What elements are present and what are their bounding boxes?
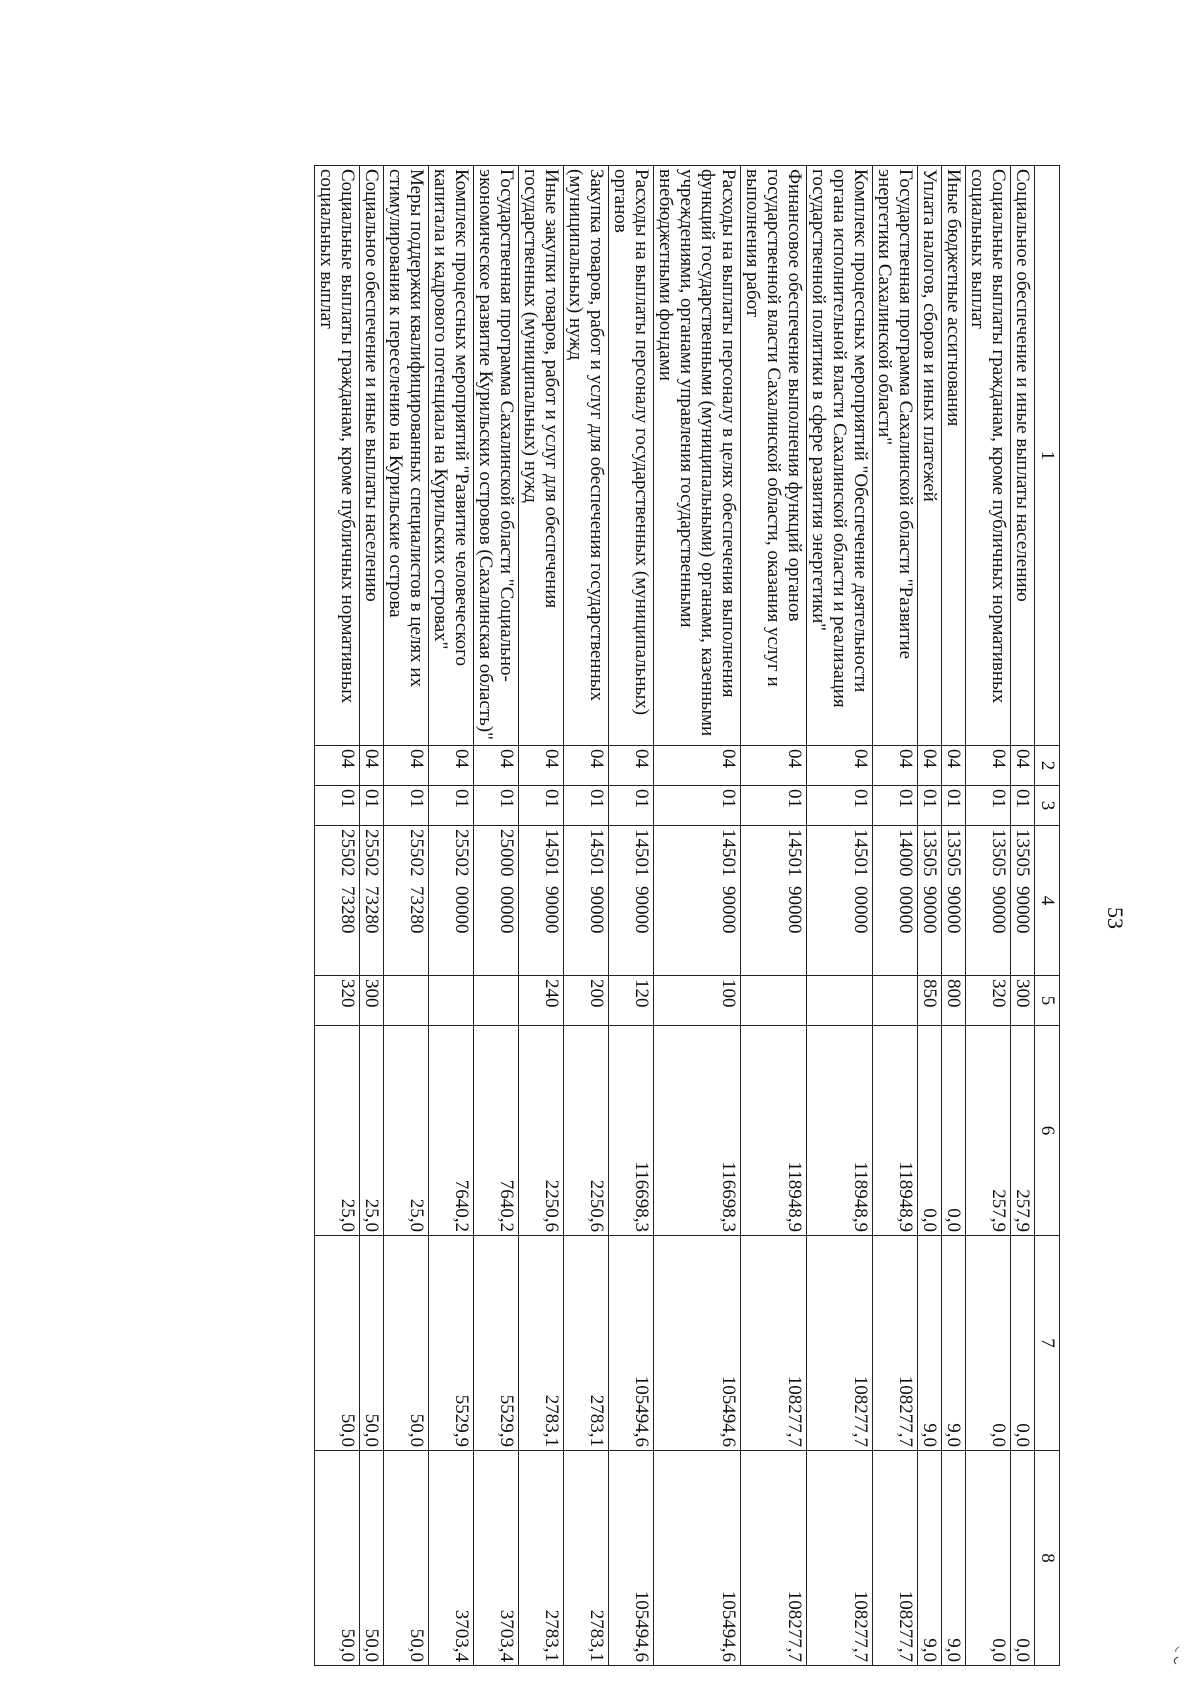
expense-type-cell: 850 — [918, 976, 942, 1026]
section-code-cell: 04 — [942, 746, 966, 786]
amount-col8-cell: 108277,7 — [741, 1451, 807, 1666]
subsection-code-cell: 01 — [384, 786, 429, 826]
amount-col8-cell: 9,0 — [918, 1451, 942, 1666]
target-article-cell: 25502 73280 — [315, 826, 360, 976]
section-code-cell: 04 — [741, 746, 807, 786]
target-article-cell: 14501 00000 — [807, 826, 873, 976]
amount-col6-cell: 118948,9 — [873, 1026, 918, 1236]
subsection-code-cell: 01 — [315, 786, 360, 826]
amount-col7-cell: 5529,9 — [429, 1236, 474, 1451]
target-article-cell: 25502 00000 — [429, 826, 474, 976]
target-article-cell: 14501 90000 — [564, 826, 609, 976]
amount-col8-cell: 3703,4 — [474, 1451, 519, 1666]
row-name-cell: Социальные выплаты гражданам, кроме публичных нормативных социальных выплат — [315, 166, 360, 746]
subsection-code-cell: 01 — [807, 786, 873, 826]
expense-type-cell — [873, 976, 918, 1026]
amount-col6-cell: 118948,9 — [807, 1026, 873, 1236]
row-name-cell: Иные закупки товаров, работ и услуг для обеспечения государственных (муниципальных) нужд — [519, 166, 564, 746]
amount-col7-cell: 0,0 — [1011, 1236, 1035, 1451]
table-row — [942, 166, 966, 1666]
row-name-cell: Расходы на выплаты персоналу государственных (муниципальных) органов — [609, 166, 654, 746]
subsection-code-cell: 01 — [873, 786, 918, 826]
amount-col6-cell: 2250,6 — [519, 1026, 564, 1236]
header-cell: 1 — [1035, 166, 1060, 746]
expense-type-cell: 120 — [609, 976, 654, 1026]
amount-col7-cell: 50,0 — [384, 1236, 429, 1451]
expense-type-cell — [741, 976, 807, 1026]
row-name-cell: Иные бюджетные ассигнования — [942, 166, 966, 746]
amount-col6-cell: 25,0 — [384, 1026, 429, 1236]
amount-col6-cell: 2250,6 — [564, 1026, 609, 1236]
expense-type-cell: 100 — [654, 976, 741, 1026]
row-name-cell: Финансовое обеспечение выполнения функций органов государственной власти Сахалинской области, оказания услуг и выполнения работ — [741, 166, 807, 746]
subsection-code-cell: 01 — [564, 786, 609, 826]
expense-type-cell: 300 — [360, 976, 384, 1026]
row-name-cell: Государственная программа Сахалинской области "Развитие энергетики Сахалинской области" — [873, 166, 918, 746]
table-row — [609, 166, 654, 1666]
header-cell: 4 — [1035, 826, 1060, 976]
section-code-cell: 04 — [873, 746, 918, 786]
amount-col7-cell: 105494,6 — [609, 1236, 654, 1451]
subsection-code-cell: 01 — [474, 786, 519, 826]
target-article-cell: 13505 90000 — [942, 826, 966, 976]
rotated-table-container — [60, 165, 1060, 1665]
amount-col7-cell: 108277,7 — [741, 1236, 807, 1451]
table-row — [564, 166, 609, 1666]
expense-type-cell — [807, 976, 873, 1026]
section-code-cell: 04 — [360, 746, 384, 786]
expense-type-cell — [429, 976, 474, 1026]
section-code-cell: 04 — [807, 746, 873, 786]
subsection-code-cell: 01 — [360, 786, 384, 826]
table-row — [360, 166, 384, 1666]
amount-col6-cell: 7640,2 — [474, 1026, 519, 1236]
amount-col8-cell: 0,0 — [1011, 1451, 1035, 1666]
target-article-cell: 14501 90000 — [654, 826, 741, 976]
subsection-code-cell: 01 — [966, 786, 1011, 826]
row-name-cell: Закупка товаров, работ и услуг для обеспечения государственных (муниципальных) нужд — [564, 166, 609, 746]
section-code-cell: 04 — [315, 746, 360, 786]
amount-col7-cell: 2783,1 — [519, 1236, 564, 1451]
row-name-cell: Меры поддержки квалифицированных специалистов в целях их стимулирования к переселению на Курильские острова — [384, 166, 429, 746]
amount-col7-cell: 108277,7 — [807, 1236, 873, 1451]
row-name-cell: Комплекс процессных мероприятий "Развитие человеческого капитала и кадрового потенциала на Курильских островах" — [429, 166, 474, 746]
amount-col6-cell: 257,9 — [966, 1026, 1011, 1236]
section-code-cell: 04 — [474, 746, 519, 786]
table-row — [807, 166, 873, 1666]
target-article-cell: 14501 90000 — [741, 826, 807, 976]
target-article-cell: 14501 90000 — [609, 826, 654, 976]
target-article-cell: 14501 90000 — [519, 826, 564, 976]
subsection-code-cell: 01 — [918, 786, 942, 826]
amount-col7-cell: 2783,1 — [564, 1236, 609, 1451]
target-article-cell: 13505 90000 — [918, 826, 942, 976]
amount-col7-cell: 105494,6 — [654, 1236, 741, 1451]
target-article-cell: 25502 73280 — [360, 826, 384, 976]
section-code-cell: 04 — [429, 746, 474, 786]
amount-col8-cell: 9,0 — [942, 1451, 966, 1666]
amount-col7-cell: 50,0 — [360, 1236, 384, 1451]
section-code-cell: 04 — [384, 746, 429, 786]
header-cell: 6 — [1035, 1026, 1060, 1236]
target-article-cell: 13505 90000 — [966, 826, 1011, 976]
table-row — [918, 166, 942, 1666]
subsection-code-cell: 01 — [1011, 786, 1035, 826]
amount-col6-cell: 0,0 — [942, 1026, 966, 1236]
amount-col7-cell: 50,0 — [315, 1236, 360, 1451]
subsection-code-cell: 01 — [942, 786, 966, 826]
expense-type-cell: 320 — [966, 976, 1011, 1026]
expense-type-cell — [384, 976, 429, 1026]
amount-col8-cell: 0,0 — [966, 1451, 1011, 1666]
header-cell: 8 — [1035, 1451, 1060, 1666]
table-header-row — [1035, 166, 1060, 1666]
subsection-code-cell: 01 — [609, 786, 654, 826]
target-article-cell: 14000 00000 — [873, 826, 918, 976]
page-number: 53 — [1103, 907, 1128, 929]
amount-col7-cell: 9,0 — [942, 1236, 966, 1451]
subsection-code-cell: 01 — [429, 786, 474, 826]
table-row — [519, 166, 564, 1666]
amount-col6-cell: 118948,9 — [741, 1026, 807, 1236]
amount-col7-cell: 0,0 — [966, 1236, 1011, 1451]
subsection-code-cell: 01 — [519, 786, 564, 826]
section-code-cell: 04 — [654, 746, 741, 786]
row-name-cell: Социальные выплаты гражданам, кроме публичных нормативных социальных выплат — [966, 166, 1011, 746]
row-name-cell: Социальное обеспечение и иные выплаты населению — [360, 166, 384, 746]
table-row — [873, 166, 918, 1666]
amount-col8-cell: 50,0 — [360, 1451, 384, 1666]
amount-col7-cell: 5529,9 — [474, 1236, 519, 1451]
section-code-cell: 04 — [1011, 746, 1035, 786]
target-article-cell: 25000 00000 — [474, 826, 519, 976]
row-name-cell: Государственная программа Сахалинской области "Социально-экономическое развитие Курильских островов (Сахалинская область)" — [474, 166, 519, 746]
row-name-cell: Социальное обеспечение и иные выплаты населению — [1011, 166, 1035, 746]
table-row — [1011, 166, 1035, 1666]
amount-col6-cell: 25,0 — [360, 1026, 384, 1236]
row-name-cell: Уплата налогов, сборов и иных платежей — [918, 166, 942, 746]
subsection-code-cell: 01 — [741, 786, 807, 826]
amount-col6-cell: 116698,3 — [654, 1026, 741, 1236]
table-row — [315, 166, 360, 1666]
amount-col8-cell: 105494,6 — [609, 1451, 654, 1666]
target-article-cell: 25502 73280 — [384, 826, 429, 976]
amount-col8-cell: 108277,7 — [807, 1451, 873, 1666]
header-cell: 3 — [1035, 786, 1060, 826]
section-code-cell: 04 — [918, 746, 942, 786]
subsection-code-cell: 01 — [654, 786, 741, 826]
section-code-cell: 04 — [609, 746, 654, 786]
amount-col8-cell: 50,0 — [315, 1451, 360, 1666]
amount-col6-cell: 257,9 — [1011, 1026, 1035, 1236]
table-row — [474, 166, 519, 1666]
table-row — [966, 166, 1011, 1666]
section-code-cell: 04 — [519, 746, 564, 786]
row-name-cell: Комплекс процессных мероприятий "Обеспечение деятельности органа исполнительной власти Сахалинской области и реализация государственной политики в сфере развития энергетики" — [807, 166, 873, 746]
table-row — [429, 166, 474, 1666]
header-cell: 5 — [1035, 976, 1060, 1026]
amount-col8-cell: 105494,6 — [654, 1451, 741, 1666]
table-row — [741, 166, 807, 1666]
table-row — [384, 166, 429, 1666]
amount-col8-cell: 2783,1 — [564, 1451, 609, 1666]
expense-type-cell: 320 — [315, 976, 360, 1026]
section-code-cell: 04 — [564, 746, 609, 786]
amount-col7-cell: 9,0 — [918, 1236, 942, 1451]
expense-type-cell: 800 — [942, 976, 966, 1026]
amount-col6-cell: 7640,2 — [429, 1026, 474, 1236]
section-code-cell: 04 — [966, 746, 1011, 786]
amount-col8-cell: 50,0 — [384, 1451, 429, 1666]
amount-col6-cell: 116698,3 — [609, 1026, 654, 1236]
target-article-cell: 13505 90000 — [1011, 826, 1035, 976]
scan-mark — [1170, 1645, 1182, 1667]
expense-type-cell: 300 — [1011, 976, 1035, 1026]
table-row — [654, 166, 741, 1666]
header-cell: 2 — [1035, 746, 1060, 786]
budget-table — [314, 165, 1060, 1666]
amount-col6-cell: 25,0 — [315, 1026, 360, 1236]
amount-col8-cell: 3703,4 — [429, 1451, 474, 1666]
amount-col8-cell: 2783,1 — [519, 1451, 564, 1666]
row-name-cell: Расходы на выплаты персоналу в целях обеспечения выполнения функций государственными (муниципальными) органами, казенными учреждениями, органами управления государственными внебюджетными фондами — [654, 166, 741, 746]
expense-type-cell — [474, 976, 519, 1026]
amount-col8-cell: 108277,7 — [873, 1451, 918, 1666]
amount-col7-cell: 108277,7 — [873, 1236, 918, 1451]
amount-col6-cell: 0,0 — [918, 1026, 942, 1236]
expense-type-cell: 240 — [519, 976, 564, 1026]
header-cell: 7 — [1035, 1236, 1060, 1451]
expense-type-cell: 200 — [564, 976, 609, 1026]
